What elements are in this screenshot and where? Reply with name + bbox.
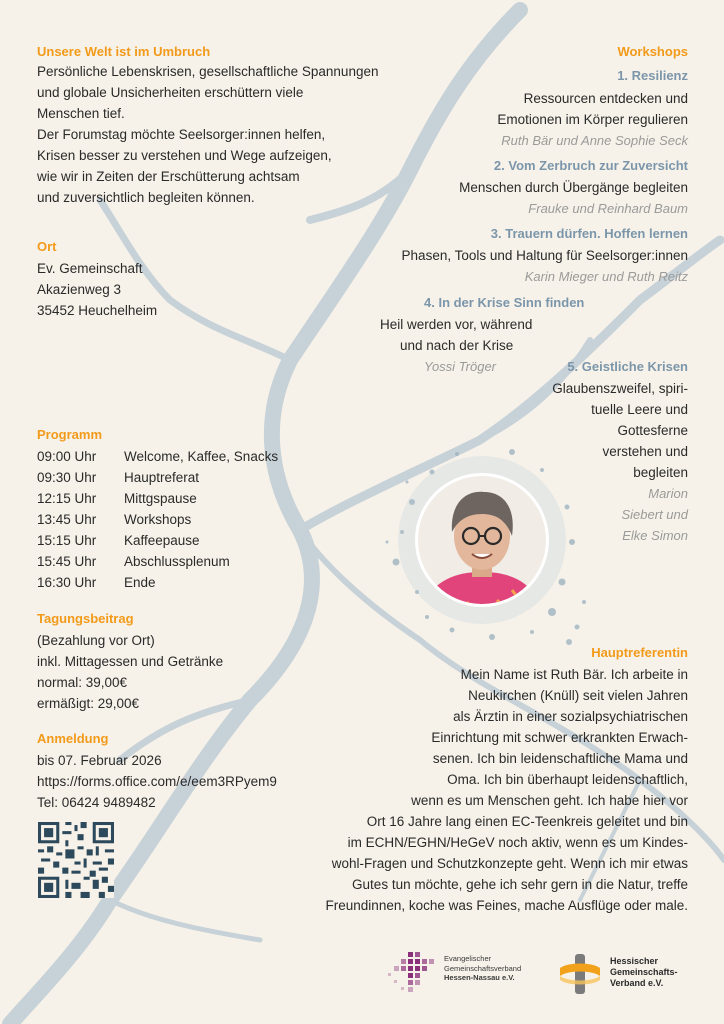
program-time: 09:30 Uhr	[37, 470, 97, 485]
hgv-logo-text: Verband e.V.	[610, 978, 664, 988]
program-time: 16:30 Uhr	[37, 575, 97, 590]
registration-phone: Tel: 06424 9489482	[37, 795, 156, 810]
workshop-5-desc: verstehen und	[602, 444, 688, 459]
program-row	[37, 467, 307, 488]
fee-line: (Bezahlung vor Ort)	[37, 633, 155, 648]
workshop-2-title: 2. Vom Zerbruch zur Zuversicht	[493, 158, 688, 173]
workshop-1-desc: Emotionen im Körper regulieren	[497, 112, 688, 127]
program-heading: Programm	[37, 427, 103, 442]
workshop-5-persons: Siebert und	[621, 507, 688, 522]
qr-code-icon	[38, 822, 114, 898]
intro-line: Der Forumstag möchte Seelsorger:innen helfen,	[37, 127, 326, 142]
program-label: Ende	[124, 575, 156, 590]
intro-heading: Unsere Welt ist im Umbruch	[37, 44, 211, 59]
workshop-5-desc: begleiten	[633, 465, 688, 480]
speaker-portrait	[372, 432, 592, 652]
workshops-section	[340, 43, 688, 287]
speaker-section	[260, 644, 688, 916]
egv-logo-text: Gemeinschaftsverband	[444, 963, 522, 973]
workshop-3-persons: Karin Mieger und Ruth Reitz	[524, 269, 688, 284]
speaker-bio-line: wenn es um Menschen geht. Ich habe hier vor	[411, 793, 688, 808]
location-heading: Ort	[37, 239, 57, 254]
program-row	[37, 488, 307, 509]
location-line: Akazienweg 3	[37, 282, 122, 297]
intro-line: Persönliche Lebenskrisen, gesellschaftliche Spannungen	[37, 64, 379, 79]
hgv-logo	[556, 950, 706, 1002]
fee-line: inkl. Mittagessen und Getränke	[37, 654, 224, 669]
workshop-1-desc: Ressourcen entdecken und	[523, 91, 688, 106]
program-row	[37, 446, 307, 467]
program-time: 15:15 Uhr	[37, 533, 97, 548]
egv-logo	[388, 950, 538, 1002]
speaker-bio-line: Ort 16 Jahre lang einen EC-Teenkreis geleitet und bin	[366, 814, 688, 829]
program-row	[37, 551, 307, 572]
program-row	[37, 572, 307, 593]
speaker-bio-line: Einrichtung mit schwer erkrankten Erwach-	[431, 730, 688, 745]
program-row	[37, 509, 307, 530]
egv-cross-logo-icon	[388, 950, 438, 994]
fee-line: normal: 39,00€	[37, 675, 128, 690]
registration-deadline: bis 07. Februar 2026	[37, 753, 162, 768]
registration-link[interactable]: https://forms.office.com/e/eem3RPyem9	[37, 774, 277, 789]
program-time: 13:45 Uhr	[37, 512, 97, 527]
speaker-bio-line: wohl-Fragen und Schutzkonzepte geht. Wenn ich mir etwas	[331, 856, 688, 871]
workshop-3-desc: Phasen, Tools und Haltung für Seelsorger:innen	[401, 248, 688, 263]
program-label: Workshops	[124, 512, 192, 527]
workshop-1-title: 1. Resilienz	[617, 68, 688, 83]
fee-heading: Tagungsbeitrag	[37, 611, 134, 626]
egv-logo-text: Hessen-Nassau e.V.	[444, 973, 515, 982]
speaker-bio-line: als Ärztin in einer sozialpsychiatrischen	[453, 709, 688, 724]
speaker-heading: Hauptreferentin	[591, 645, 688, 660]
intro-line: und zuversichtlich begleiten können.	[37, 190, 255, 205]
workshop-5-desc: Glaubenszweifel, spiri-	[552, 381, 688, 396]
workshop-5-title: 5. Geistliche Krisen	[567, 359, 688, 374]
program-label: Kaffeepause	[124, 533, 200, 548]
speaker-bio-line: Freundinnen, koche was Feines, mache Ausflüge oder male.	[325, 898, 688, 913]
workshop-3-title: 3. Trauern dürfen. Hoffen lernen	[490, 226, 688, 241]
intro-line: Menschen tief.	[37, 106, 125, 121]
location-line: 35452 Heuchelheim	[37, 303, 158, 318]
hgv-logo-text: Gemeinschafts-	[610, 967, 678, 977]
speaker-bio-line: im ECHN/EGHN/HeGeV noch aktiv, wenn es um Kindes-	[347, 835, 688, 850]
workshop-4-desc: und nach der Krise	[400, 338, 514, 353]
program-section	[37, 426, 307, 593]
location-line: Ev. Gemeinschaft	[37, 261, 143, 276]
fee-section	[37, 610, 297, 714]
workshop-5-persons: Elke Simon	[622, 528, 688, 543]
egv-logo-text: Evangelischer	[444, 954, 492, 963]
workshop-5-persons: Marion	[648, 486, 688, 501]
fee-line: ermäßigt: 29,00€	[37, 696, 140, 711]
program-time: 09:00 Uhr	[37, 449, 97, 464]
speaker-bio-line: Oma. Ich bin überhaupt leidenschaftlich,	[447, 772, 688, 787]
workshop-4-title: 4. In der Krise Sinn finden	[424, 295, 585, 310]
workshop-4-desc: Heil werden vor, während	[380, 317, 533, 332]
workshop-5-desc: Gottesferne	[617, 423, 688, 438]
location-section	[37, 238, 257, 321]
program-row	[37, 530, 307, 551]
intro-line: wie wir in Zeiten der Erschütterung achtsam	[37, 169, 300, 184]
workshop-2-persons: Frauke und Reinhard Baum	[528, 201, 688, 216]
program-time: 15:45 Uhr	[37, 554, 97, 569]
program-time: 12:15 Uhr	[37, 491, 97, 506]
workshop-5-desc: tuelle Leere und	[591, 402, 688, 417]
hgv-logo-text: Hessischer	[610, 956, 659, 966]
intro-line: Krisen besser zu verstehen und Wege aufzeigen,	[37, 148, 332, 163]
program-label: Welcome, Kaffee, Snacks	[124, 449, 279, 464]
speaker-bio-line: Gutes tun möchte, gehe ich sehr gern in die Natur, treffe	[352, 877, 688, 892]
speaker-bio-line: Mein Name ist Ruth Bär. Ich arbeite in	[460, 667, 688, 682]
workshops-heading: Workshops	[617, 44, 688, 59]
workshop-4-persons: Yossi Tröger	[424, 359, 497, 374]
hgv-cross-logo-icon	[556, 950, 604, 998]
workshop-1-persons: Ruth Bär und Anne Sophie Seck	[501, 133, 688, 148]
intro-line: und globale Unsicherheiten erschüttern viele	[37, 85, 304, 100]
speaker-bio-line: Neukirchen (Knüll) seit vielen Jahren	[468, 688, 688, 703]
program-label: Mittgspause	[124, 491, 197, 506]
program-label: Abschlussplenum	[124, 554, 230, 569]
speaker-bio-line: senen. Ich bin leidenschaftliche Mama und	[432, 751, 688, 766]
program-label: Hauptreferat	[124, 470, 200, 485]
registration-heading: Anmeldung	[37, 731, 109, 746]
workshop-2-desc: Menschen durch Übergänge begleiten	[459, 180, 688, 195]
